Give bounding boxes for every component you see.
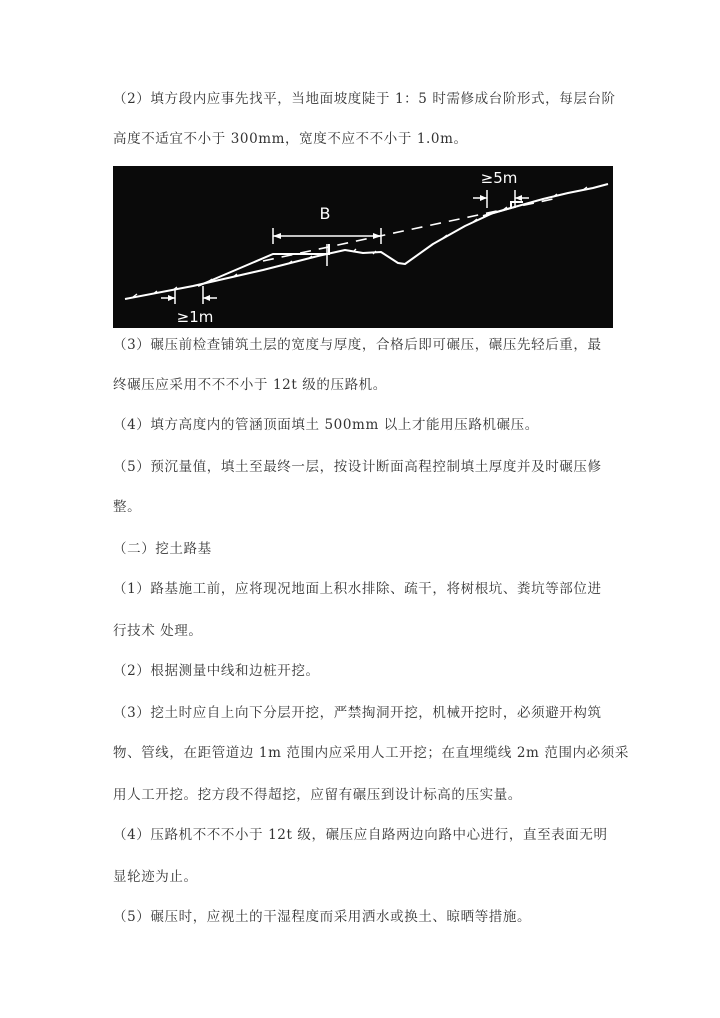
- paragraph-line: （4）填方高度内的管涵顶面填土 500mm 以上才能用压路机碾压。: [113, 417, 539, 433]
- paragraph-line: （3）碾压前检查铺筑土层的宽度与厚度，合格后即可碾压，碾压先轻后重，最: [113, 337, 602, 353]
- paragraph-line: （5）碾压时，应视土的干湿程度而采用洒水或换土、晾晒等措施。: [113, 909, 532, 925]
- paragraph-line: （1）路基施工前，应将现况地面上积水排除、疏干，将树根坑、粪坑等部位进: [113, 581, 602, 597]
- dim-bottom-label: ≥1m: [176, 308, 214, 326]
- paragraph-line: （2）填方段内应事先找平，当地面坡度陡于 1：5 时需修成台阶形式，每层台阶: [113, 91, 616, 107]
- paragraph-line: （2）根据测量中线和边桩开挖。: [113, 663, 320, 679]
- paragraph-line: （3）挖土时应自上向下分层开挖，严禁掏洞开挖，机械开挖时，必须避开构筑: [113, 705, 602, 721]
- paragraph-line: 用人工开挖。挖方段不得超挖，应留有碾压到设计标高的压实量。: [113, 787, 522, 803]
- dim-top-label: ≥5m: [480, 169, 518, 187]
- paragraph-line: 高度不适宜不小于 300mm，宽度不应不不小于 1.0m。: [113, 131, 468, 147]
- fill-step-upper: [483, 202, 523, 216]
- paragraph-line: 显轮迹为止。: [113, 869, 198, 885]
- ground-profile-line: [125, 184, 608, 299]
- ground-hatch-marks: [133, 187, 587, 297]
- paragraph-line: 终碾压应采用不不不小于 12t 级的压路机。: [113, 377, 387, 393]
- embankment-step-diagram: [113, 166, 613, 328]
- paragraph-line: 整。: [113, 499, 142, 515]
- diagram-svg: [113, 166, 613, 328]
- paragraph-line: （4）压路机不不不小于 12t 级，碾压应自路两边向路中心进行，直至表面无明: [113, 827, 608, 843]
- paragraph-line: （5）预沉量值，填土至最终一层，按设计断面高程控制填土厚度并及时碾压修: [113, 459, 602, 475]
- paragraph-line: 物、管线，在距管道边 1m 范围内应采用人工开挖；在直埋缆线 2m 范围内必须采: [113, 745, 629, 761]
- section-heading: （二）挖土路基: [113, 541, 212, 557]
- dim-b-label: B: [319, 204, 331, 223]
- paragraph-line: 行技术 处理。: [113, 623, 203, 639]
